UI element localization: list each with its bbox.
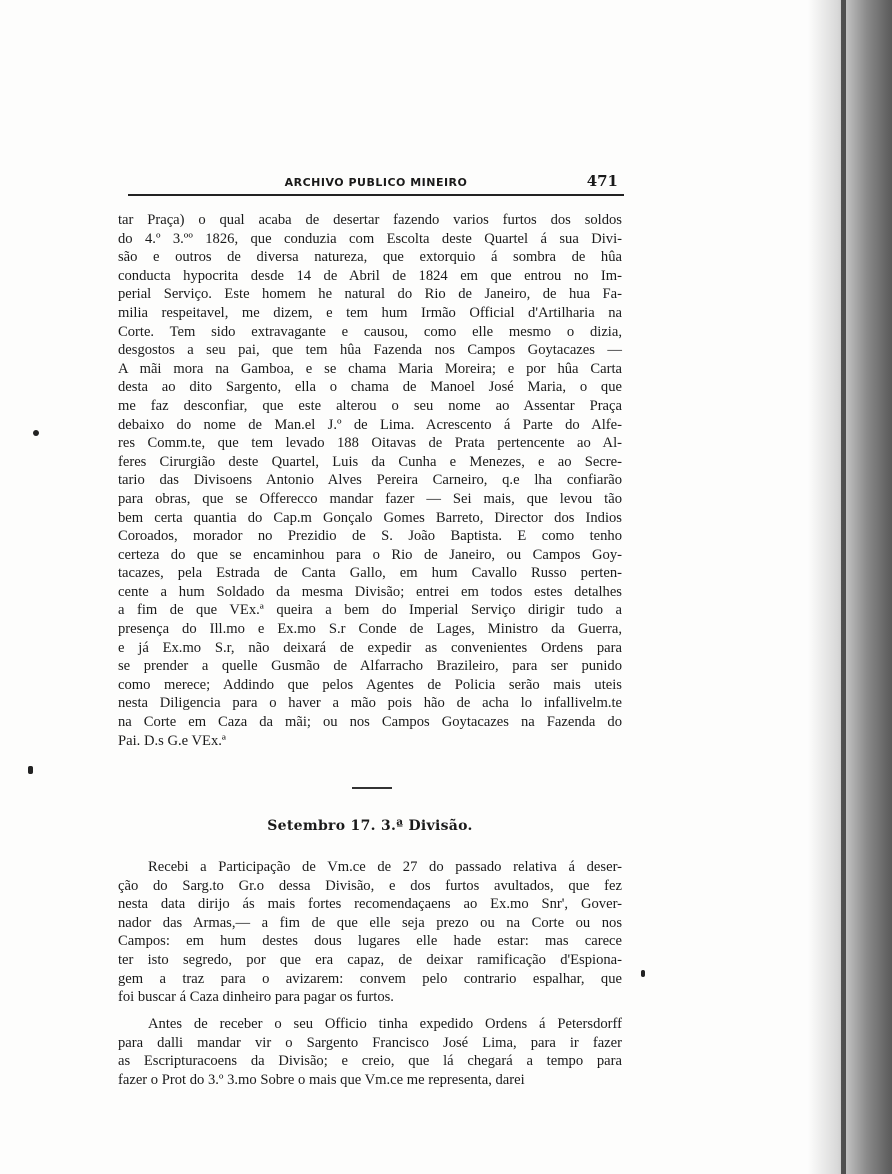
text-line: Pai. D.s G.e VEx.ª — [118, 732, 226, 749]
page-edge-shadow — [808, 0, 892, 1174]
running-header — [128, 172, 624, 194]
text-line: tario das Divisoens Antonio Alves Pereira Carneiro, q.e lha confiarão — [118, 472, 622, 489]
text-line: Recebi a Participação de Vm.ce de 27 do passado relativa á deser- — [148, 859, 622, 875]
text-line: feres Cirurgião deste Quartel, Luis da Cunha e Menezes, e ao Secre- — [118, 453, 622, 470]
header-rule — [128, 194, 624, 196]
text-line: debaixo do nome de Man.el J.º de Lima. Acrescento á Parte do Alfe- — [118, 416, 622, 433]
text-line: para obras, que se Offerecco mandar fazer — Sei mais, que levou tão — [118, 490, 622, 507]
text-line: Coroados, morador no Prezidio de S. João Baptista. E como tenho — [118, 528, 622, 545]
text-line: na Corte em Caza da mãi; ou nos Campos Goytacazes na Fazenda do — [118, 714, 622, 731]
text-line: as Escripturacoens da Divisão; e creio, que lá chegará a tempo para — [118, 1053, 622, 1070]
text-line: a fim de que VEx.ª queira a bem do Imperial Serviço dirigir tudo a — [118, 602, 622, 619]
text-line: fazer o Prot do 3.º 3.mo Sobre o mais que Vm.ce me representa, darei — [118, 1071, 525, 1088]
page-binding-edge — [841, 0, 846, 1174]
text-line: ção do Sarg.to Gr.o dessa Divisão, e dos furtos avultados, que fez — [118, 877, 622, 894]
text-line: Corte. Tem sido extravagante e causou, como elle mesmo o dizia, — [118, 323, 622, 340]
margin-mark — [641, 970, 645, 977]
text-line: A mãi mora na Gamboa, e se chama Maria Moreira; e por hûa Carta — [118, 360, 622, 377]
text-line: Antes de receber o seu Officio tinha expedido Ordens á Petersdorff — [148, 1016, 622, 1032]
section-heading: Setembro 17. 3.ª Divisão. — [267, 818, 473, 834]
text-line: tar Praça) o qual acaba de desertar fazendo varios furtos dos soldos — [118, 212, 622, 228]
page-number: 471 — [586, 172, 618, 190]
letter-body-continued — [118, 211, 622, 750]
margin-mark — [28, 766, 33, 774]
text-line: conducta hypocrita desde 14 de Abril de 1824 em que entrou no Im- — [118, 267, 622, 284]
text-line: desta ao dito Sargento, ella o chama de Manoel José Maria, o que — [118, 379, 622, 396]
text-line: res Comm.te, que tem levado 188 Oitavas de Prata pertencente ao Al- — [118, 435, 622, 452]
text-line: bem certa quantia do Cap.m Gonçalo Gomes Barreto, Director dos Indios — [118, 509, 622, 526]
text-line: perial Serviço. Este homem he natural do Rio de Janeiro, de hua Fa- — [118, 286, 622, 303]
running-header-title: ARCHIVO PUBLICO MINEIRO — [284, 176, 468, 189]
reply-paragraph-1 — [118, 858, 622, 1007]
text-line: presença do Ill.mo e Ex.mo S.r Conde de Lages, Ministro da Guerra, — [118, 621, 622, 638]
text-line: como merece; Addindo que pelos Agentes de Policia serão mais uteis — [118, 676, 622, 693]
text-line: nador das Armas,— a fim de que elle seja prezo ou na Corte ou nos — [118, 914, 622, 931]
text-line: cente a hum Soldado da mesma Divisão; entrei em todos estes detalhes — [118, 583, 622, 600]
margin-mark — [33, 430, 39, 436]
text-line: são e outros de diversa natureza, que extorquio á sombra de hûa — [118, 249, 622, 266]
text-line: certeza do que se encaminhou para o Rio de Janeiro, ou Campos Goy- — [118, 546, 622, 563]
text-line: gem a traz para o avizarem: convem pelo contrario espalhar, que — [118, 970, 622, 987]
text-line: desgostos a seu pai, que tem hûa Fazenda nos Campos Goytacazes — — [118, 342, 622, 359]
text-line: do 4.º 3.ºº 1826, que conduzia com Escolta deste Quartel á sua Divi- — [118, 230, 622, 247]
text-line: milia respeitavel, me dizem, e tem hum Irmão Official d'Artilharia na — [118, 304, 622, 321]
text-line: foi buscar á Caza dinheiro para pagar os furtos. — [118, 989, 394, 1006]
text-line: tacazes, pela Estrada de Canta Gallo, em hum Cavallo Russo perten- — [118, 565, 622, 582]
text-line: me faz desconfiar, que este alterou o seu nome ao Assentar Praça — [118, 397, 622, 414]
section-separator — [352, 787, 392, 789]
text-line: para dalli mandar vir o Sargento Francisco José Lima, para ir fazer — [118, 1034, 622, 1051]
text-line: se prender a quelle Gusmão de Alfarracho Brazileiro, para ser punido — [118, 658, 622, 675]
text-line: nesta data dirijo ás mais fortes recomendaçaens ao Ex.mo Snr', Gover- — [118, 896, 622, 913]
reply-paragraph-2 — [118, 1015, 622, 1089]
text-line: e já Ex.mo S.r, não deixará de expedir as convenientes Ordens para — [118, 639, 622, 656]
text-line: ter isto segredo, por que era capaz, de deixar ramificação d'Espiona- — [118, 951, 622, 968]
text-line: nesta Diligencia para o haver a mão pois hão de acha lo infallivelm.te — [118, 695, 622, 712]
text-line: Campos: em hum destes dous lugares elle hade estar: mas carece — [118, 933, 622, 950]
